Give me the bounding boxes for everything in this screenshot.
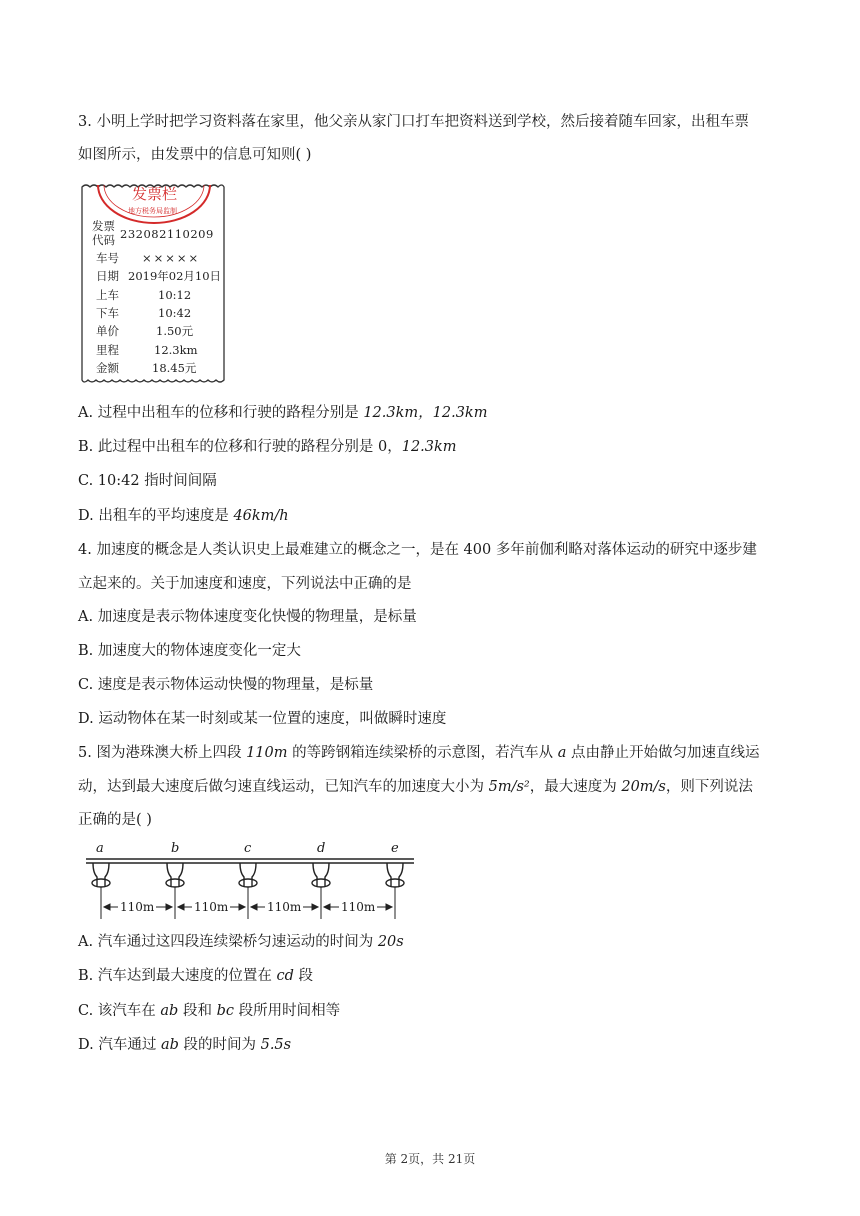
q5-option-b: B. 汽车达到最大速度的位置在 cd 段 [78, 968, 313, 984]
dimension-arrow [386, 904, 392, 910]
q3-stem-line2: 如图所示，由发票中的信息可知则( ) [78, 147, 312, 163]
q5-stem-line3: 正确的是( ) [78, 812, 152, 828]
bridge-pier [92, 863, 110, 919]
q4-option-b: B. 加速度大的物体速度变化一定大 [78, 643, 301, 659]
q5-stem-line1: 5. 图为港珠澳大桥上四段 110m 的等跨钢箱连续梁桥的示意图，若汽车从 a 点由静止开始做匀加速直线运 [78, 745, 760, 761]
seal-text: 发票栏 [132, 185, 178, 203]
q5-option-a: A. 汽车通过这四段连续梁桥匀速运动的时间为 20s [78, 934, 404, 950]
dimension-arrow [251, 904, 257, 910]
row-label-distance: 里程 [96, 343, 119, 357]
bridge-pier [312, 863, 330, 919]
q4-stem-line1: 4. 加速度的概念是人类认识史上最难建立的概念之一，是在 400 多年前伽利略对落体运动的研究中逐步建 [78, 542, 757, 558]
dimension-arrow [312, 904, 318, 910]
row-value-board: 10:12 [158, 288, 192, 302]
row-label-board: 上车 [96, 288, 119, 302]
point-label-b: b [171, 841, 180, 856]
row-label-price: 单价 [96, 324, 119, 338]
row-value-price: 1.50元 [156, 324, 194, 338]
row-value-alight: 10:42 [158, 306, 192, 320]
code-value: 232082110209 [120, 227, 214, 241]
dimension-arrow [178, 904, 184, 910]
q3-option-a: A. 过程中出租车的位移和行驶的路程分别是 12.3km，12.3km [78, 405, 488, 421]
q3-stem-line1: 3. 小明上学时把学习资料落在家里，他父亲从家门口打车把资料送到学校，然后接着随车回家，出租车票 [78, 114, 749, 130]
q4-option-d: D. 运动物体在某一时刻或某一位置的速度，叫做瞬时速度 [78, 711, 447, 727]
point-label-e: e [391, 841, 399, 856]
page-footer: 第 2页，共 21页 [384, 1152, 476, 1166]
point-label-c: c [244, 841, 252, 856]
point-label-a: a [96, 841, 104, 856]
span-label-1: 110m [120, 900, 155, 914]
row-value-plate: ××××× [142, 251, 201, 265]
q5-stem-line2: 动，达到最大速度后做匀速直线运动，已知汽车的加速度大小为 5m/s²，最大速度为 20m/s，则下列说法 [78, 779, 753, 795]
q4-stem-line2: 立起来的。关于加速度和速度，下列说法中正确的是 [78, 576, 412, 592]
bridge-diagram [84, 843, 416, 923]
row-value-date: 2019年02月10日 [128, 269, 222, 283]
span-label-3: 110m [267, 900, 302, 914]
q4-option-a: A. 加速度是表示物体速度变化快慢的物理量，是标量 [78, 609, 417, 625]
dimension-arrow [239, 904, 245, 910]
span-label-2: 110m [194, 900, 229, 914]
q3-option-c: C. 10:42 指时间间隔 [78, 473, 217, 489]
dimension-arrow [166, 904, 172, 910]
row-value-amount: 18.45元 [152, 361, 197, 375]
bridge-pier [166, 863, 184, 919]
bridge-pier [386, 863, 404, 919]
dimension-arrow [104, 904, 110, 910]
dimension-arrow [324, 904, 330, 910]
q3-option-b: B. 此过程中出租车的位移和行驶的路程分别是 0，12.3km [78, 439, 457, 455]
q5-option-c: C. 该汽车在 ab 段和 bc 段所用时间相等 [78, 1003, 341, 1019]
row-label-alight: 下车 [96, 306, 119, 320]
code-label-2: 代码 [92, 233, 115, 247]
q5-option-d: D. 汽车通过 ab 段的时间为 5.5s [78, 1037, 292, 1053]
row-label-plate: 车号 [96, 251, 119, 265]
point-label-d: d [317, 841, 326, 856]
code-label-1: 发票 [92, 219, 115, 233]
bridge-pier [239, 863, 257, 919]
row-label-date: 日期 [96, 269, 119, 283]
q3-option-d: D. 出租车的平均速度是 46km/h [78, 508, 289, 524]
seal-subtext: 地方税务局监制 [128, 207, 177, 215]
row-value-distance: 12.3km [154, 343, 198, 357]
span-label-4: 110m [341, 900, 376, 914]
q4-option-c: C. 速度是表示物体运动快慢的物理量，是标量 [78, 677, 374, 693]
taxi-receipt [80, 183, 226, 385]
row-label-amount: 金额 [96, 361, 119, 375]
